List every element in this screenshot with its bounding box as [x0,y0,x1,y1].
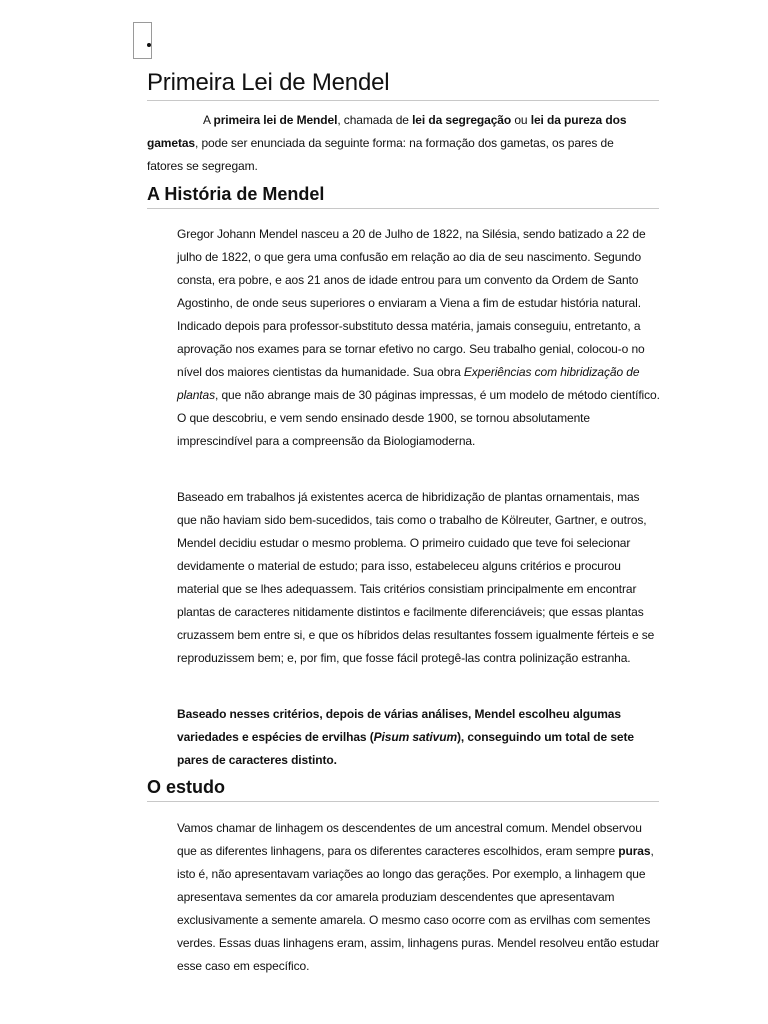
paragraph-text: Gregor Johann Mendel nasceu a 20 de Julho de 1822, na Silésia, sendo batizado a 22 de julho de 1822, o que gera uma confusão em relação ao dia de seu nascimento. Segundo consta, era pobre, e aos 21 anos de idade entrou para um convento da Ordem de Santo Agostinho, de onde seus superiores o enviaram a Viena a fim de estudar história natural. Indicado depois para professor-substituto dessa matéria, jamais conseguiu, entretanto, a aprovação nos exames para se tornar efetivo no cargo. Seu trabalho genial, colocou-o no nível dos maiores cientistas da humanidade. Sua obra [177,227,646,379]
intro-paragraph [147,109,647,178]
historia-paragraph-3 [177,703,661,772]
estudo-paragraph-1 [177,817,661,978]
intro-text: , pode ser enunciada da seguinte forma: na formação dos gametas, os pares de fatores se segregam. [147,136,614,173]
bullet-dot [147,43,151,47]
species-name: Pisum sativum [373,730,458,744]
bold-term: puras [618,844,651,858]
section-heading-estudo: O estudo [147,776,659,802]
paragraph-text: ), conseguindo um total de sete pares de caracteres distinto. [177,730,634,767]
bullet-marker-box [133,22,152,59]
section-heading-historia: A História de Mendel [147,183,659,209]
intro-bold-term: lei da segregação [412,113,512,127]
historia-paragraph-1 [177,223,661,453]
intro-text: ou [511,113,531,127]
page-title: Primeira Lei de Mendel [147,68,659,101]
book-title: Experiências com hibridização de plantas [177,365,640,402]
historia-paragraph-2: Baseado em trabalhos já existentes acerca de hibridização de plantas ornamentais, mas que não haviam sido bem-sucedidos, tais como o trabalho de Kölreuter, Gartner, e outros, Mendel decidiu estudar o mesmo problema. O primeiro cuidado que teve foi selecionar devidamente o material de estudo; para isso, estabeleceu alguns critérios e procurou material que se lhes adequassem. Tais critérios consistiam principalmente em encontrar plantas de caracteres nitidamente distintos e facilmente diferenciáveis; que essas plantas cruzassem bem entre si, e que os híbridos delas resultantes fossem igualmente férteis e se reproduzissem bem; e, por fim, que fosse fácil protegê-las contra polinização estranha. [177,490,655,665]
paragraph-text: Baseado nesses critérios, depois de várias análises, Mendel escolheu algumas variedades e espécies de ervilhas ( [177,707,621,744]
intro-text: , chamada de [337,113,413,127]
intro-text: A [203,113,214,127]
paragraph-text: , isto é, não apresentavam variações ao longo das gerações. Por exemplo, a linhagem que apresentava sementes da cor amarela produziam descendentes que apresentavam exclusivamente a semente amarela. O mesmo caso ocorre com as ervilhas com sementes verdes. Essas duas linhagens eram, assim, linhagens puras. Mendel resolveu então estudar esse caso em específico. [177,844,660,973]
intro-bold-term: primeira lei de Mendel [213,113,338,127]
paragraph-text: Vamos chamar de linhagem os descendentes de um ancestral comum. Mendel observou que as diferentes linhagens, para os diferentes caracteres escolhidos, eram sempre [177,821,642,858]
paragraph-text: , que não abrange mais de 30 páginas impressas, é um modelo de método científico. O que descobriu, e vem sendo ensinado desde 1900, se tornou absolutamente imprescindível para a compreensão da Biologiamoderna. [177,388,660,448]
intro-bold-term: lei da pureza dos gametas [147,113,627,150]
